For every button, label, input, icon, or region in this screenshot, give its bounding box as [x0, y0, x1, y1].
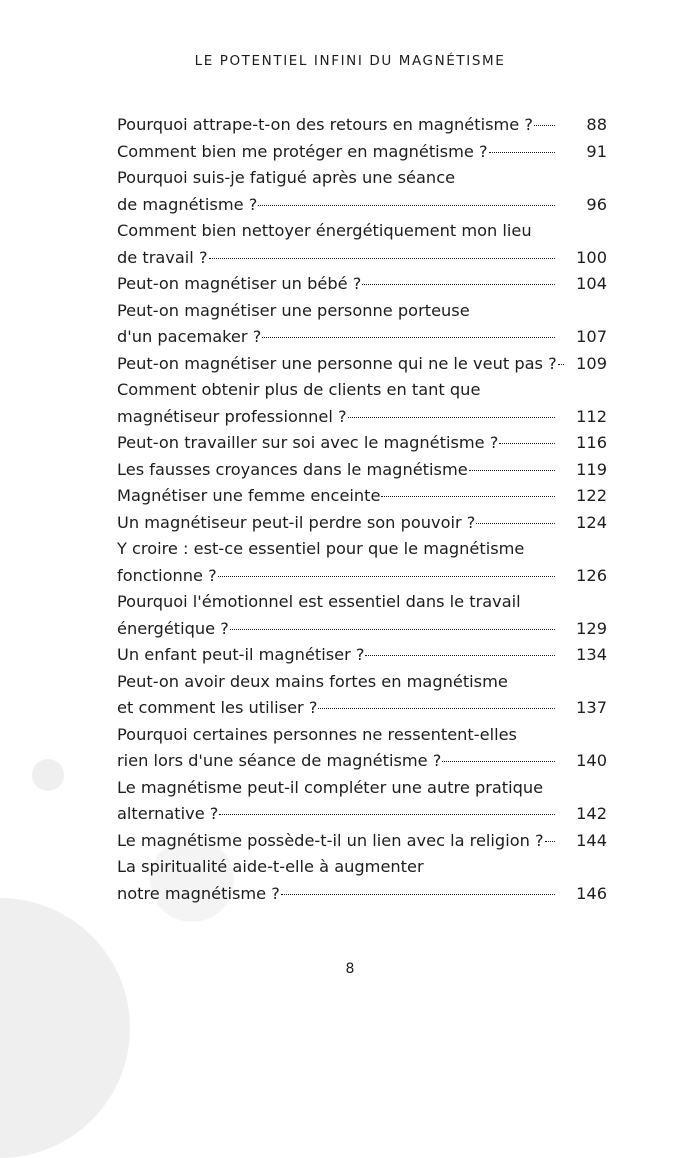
toc-entry-title-line: Pourquoi l'émotionnel est essentiel dans le travail [117, 592, 521, 611]
toc-entry-page-number: 134 [576, 645, 607, 664]
dot-leader [489, 152, 555, 153]
toc-entry-last-line [117, 881, 607, 908]
toc-entry [117, 457, 607, 484]
toc-entry-page-number: 119 [576, 459, 607, 479]
toc-entry [117, 854, 607, 907]
dot-leader [362, 284, 555, 285]
toc-entry [117, 377, 607, 430]
toc-entry-title-line: Peut-on avoir deux mains fortes en magnétisme [117, 671, 508, 691]
toc-entry [117, 139, 607, 166]
toc-entry-page-number: 146 [576, 883, 607, 903]
toc-entry [117, 271, 607, 298]
dot-leader [365, 655, 555, 656]
toc-entry [117, 669, 607, 722]
toc-entry-title-line: de travail ? [117, 247, 208, 267]
toc-entry-page-number: 126 [576, 565, 607, 585]
toc-entry-last-line [117, 112, 607, 139]
toc-entry-page-number: 142 [576, 804, 607, 823]
toc-entry-title-line: notre magnétisme ? [117, 883, 280, 903]
toc-entry [117, 510, 607, 537]
toc-entry-last-line [117, 351, 607, 378]
toc-entry-page-number: 124 [576, 512, 607, 532]
decorative-circle-large [0, 898, 130, 1158]
toc-entry-title-line: Peut-on magnétiser une personne qui ne le veut pas ? [117, 353, 557, 373]
toc-entry-page-number: 109 [576, 353, 607, 373]
toc-entry-last-line [117, 616, 607, 643]
toc-entry-page-number: 104 [576, 274, 607, 293]
dot-leader [442, 761, 555, 762]
dot-leader [499, 443, 555, 444]
toc-entry-title-line: Pourquoi certaines personnes ne ressentent-elles [117, 724, 517, 744]
dot-leader [258, 205, 555, 206]
toc-entry [117, 351, 607, 378]
toc-entry-title-line: Peut-on magnétiser une personne porteuse [117, 300, 470, 320]
toc-entry-last-line [117, 192, 607, 219]
toc-entry-title-line: de magnétisme ? [117, 194, 258, 214]
toc-entry-title-line: Un magnétiseur peut-il perdre son pouvoir ? [117, 512, 476, 532]
dot-leader [348, 417, 555, 418]
toc-entry-title-line: énergétique ? [117, 618, 229, 638]
toc-entry-last-line [117, 510, 607, 537]
toc-entry [117, 430, 607, 457]
toc-entry-last-line [117, 483, 607, 510]
toc-entry-last-line [117, 271, 607, 298]
toc-entry-page-number: 107 [576, 327, 607, 346]
toc-entry-last-line [117, 245, 607, 272]
dot-leader [558, 364, 564, 365]
toc-entry [117, 112, 607, 139]
toc-entry [117, 165, 607, 218]
toc-entry [117, 642, 607, 669]
toc-entry [117, 775, 607, 828]
toc-entry-title-line: Le magnétisme possède-t-il un lien avec la religion ? [117, 830, 544, 850]
toc-entry-title-line: Les fausses croyances dans le magnétisme [117, 459, 468, 479]
toc-entry-title-line: alternative ? [117, 804, 219, 823]
toc-entry-page-number: 116 [576, 433, 607, 452]
toc-entry [117, 536, 607, 589]
toc-entry-page-number: 91 [586, 141, 607, 161]
toc-entry-title-line: Magnétiser une femme enceinte [117, 486, 381, 505]
toc-entry-title-line: Y croire : est-ce essentiel pour que le magnétisme [117, 539, 525, 558]
dot-leader [218, 576, 555, 577]
toc-entry-page-number: 144 [576, 830, 607, 850]
dot-leader [230, 629, 555, 630]
toc-entry-title-line: La spiritualité aide-t-elle à augmenter [117, 857, 424, 876]
toc-entry [117, 722, 607, 775]
toc-entry-last-line [117, 642, 607, 669]
toc-entry-page-number: 88 [586, 115, 607, 134]
toc-entry-last-line [117, 748, 607, 775]
toc-entry-page-number: 96 [586, 194, 607, 214]
toc-entry [117, 218, 607, 271]
toc-entry-last-line [117, 457, 607, 484]
toc-entry [117, 589, 607, 642]
dot-leader [545, 841, 555, 842]
toc-entry-title-line: d'un pacemaker ? [117, 327, 262, 346]
toc-entry-last-line [117, 139, 607, 166]
toc-entry-page-number: 122 [576, 486, 607, 505]
toc-entry-last-line [117, 695, 607, 722]
toc-entry-title-line: Comment obtenir plus de clients en tant que [117, 380, 481, 399]
toc-entry-last-line [117, 404, 607, 431]
toc-entry-title-line: Le magnétisme peut-il compléter une autre pratique [117, 777, 544, 797]
toc-entry-title-line: rien lors d'une séance de magnétisme ? [117, 751, 442, 770]
table-of-contents [117, 112, 607, 907]
dot-leader [469, 470, 555, 471]
dot-leader [381, 496, 555, 497]
toc-entry-last-line [117, 563, 607, 590]
toc-entry-title-line: Comment bien me protéger en magnétisme ? [117, 141, 488, 161]
toc-entry-page-number: 137 [576, 698, 607, 717]
decorative-circle-small [32, 759, 64, 791]
toc-entry-last-line [117, 828, 607, 855]
dot-leader [534, 125, 555, 126]
dot-leader [476, 523, 555, 524]
toc-entry-page-number: 129 [576, 618, 607, 638]
page-number: 8 [345, 961, 355, 977]
toc-entry [117, 483, 607, 510]
dot-leader [281, 894, 555, 895]
toc-entry-title-line: Pourquoi suis-je fatigué après une séance [117, 168, 456, 187]
toc-entry-last-line [117, 801, 607, 828]
toc-entry [117, 298, 607, 351]
toc-entry-title-line: Peut-on travailler sur soi avec le magnétisme ? [117, 433, 499, 452]
toc-entry-title-line: Un enfant peut-il magnétiser ? [117, 645, 365, 664]
dot-leader [318, 708, 555, 709]
toc-entry-page-number: 112 [576, 406, 607, 426]
toc-entry-title-line: fonctionne ? [117, 565, 217, 585]
toc-entry-last-line [117, 430, 607, 457]
toc-entry-page-number: 140 [576, 751, 607, 770]
toc-entry-title-line: et comment les utiliser ? [117, 698, 318, 717]
dot-leader [209, 258, 555, 259]
toc-entry-last-line [117, 324, 607, 351]
dot-leader [262, 337, 555, 338]
toc-entry-title-line: Comment bien nettoyer énergétiquement mon lieu [117, 221, 532, 240]
toc-entry-page-number: 100 [576, 247, 607, 267]
toc-entry [117, 828, 607, 855]
toc-entry-title-line: Pourquoi attrape-t-on des retours en magnétisme ? [117, 115, 533, 134]
toc-entry-title-line: magnétiseur professionnel ? [117, 406, 347, 426]
running-title: LE POTENTIEL INFINI DU MAGNÉTISME [194, 53, 506, 69]
dot-leader [219, 814, 555, 815]
toc-entry-title-line: Peut-on magnétiser un bébé ? [117, 274, 362, 293]
